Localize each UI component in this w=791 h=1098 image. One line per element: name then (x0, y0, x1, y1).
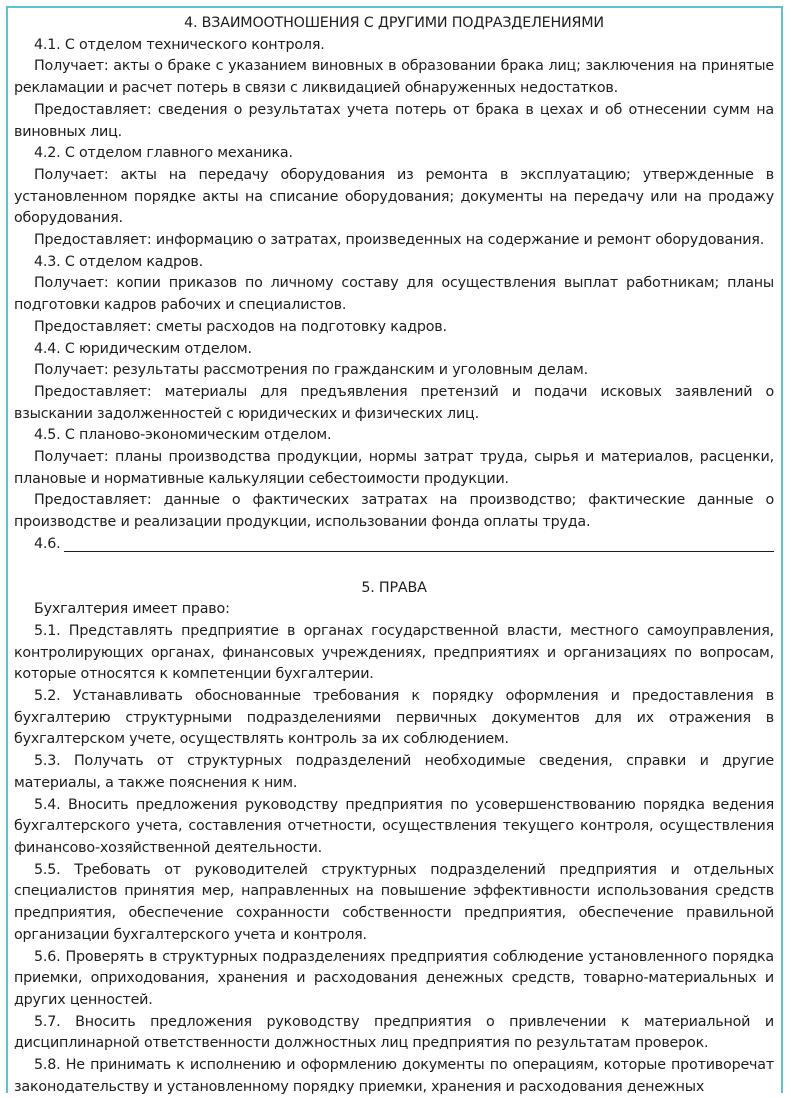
section-4-title: 4. ВЗАИМООТНОШЕНИЯ С ДРУГИМИ ПОДРАЗДЕЛЕНИЯМИ (184, 15, 604, 31)
paragraph: 5.6. Проверять в структурных подразделениях предприятия соблюдение установленного порядка приемки, оприходования, хранения и расходования денежных средств, товарно-материальных и других ценностей. (14, 948, 774, 1008)
paragraph: Получает: результаты рассмотрения по гражданским и уголовным делам. (34, 362, 588, 379)
paragraph: 5.7. Вносить предложения руководству предприятия о привлечении к материальной и дисциплинарной ответственности должностных лиц предприятия по результатам проверок. (14, 1013, 774, 1052)
paragraph: 5.5. Требовать от руководителей структурных подразделений предприятия и отдельных специалистов принятия мер, направленных на повышение эффективности использования средств предприятия, обеспечение сохранности собственности предприятия, обеспечение правильной организации бухгалтерского учета и контроля. (14, 861, 774, 943)
paragraph: Получает: планы производства продукции, нормы затрат труда, сырья и материалов, расценки, плановые и нормативные калькуляции себестоимости продукции. (14, 449, 774, 487)
fill-in-line (64, 551, 774, 552)
paragraph: 4.3. С отделом кадров. (34, 253, 203, 270)
paragraph: Бухгалтерия имеет право: (34, 601, 230, 618)
paragraph: Предоставляет: материалы для предъявления претензий и подачи исковых заявлений о взыскании задолженностей с юридических и физических лиц. (14, 383, 774, 422)
paragraph: Предоставляет: сведения о результатах учета потерь от брака в цехах и об отнесении сумм на виновных лиц. (14, 101, 774, 140)
paragraph: 5.8. Не принимать к исполнению и оформлению документы по операциям, которые противоречат законодательству и установленному порядку приемки, хранения и расходования денежных (14, 1057, 774, 1095)
paragraph: Предоставляет: информацию о затратах, произведенных на содержание и ремонт оборудования. (34, 232, 765, 249)
document-body (14, 13, 774, 1098)
paragraph: 4.4. С юридическим отделом. (34, 340, 252, 357)
paragraph: 5.4. Вносить предложения руководству предприятия по усовершенствованию порядка ведения бухгалтерского учета, составления отчетности, осуществления текущего контроля, осуществления финансово-хозяйственной деятельности. (14, 796, 774, 856)
paragraph: Получает: акты на передачу оборудования из ремонта в эксплуатацию; утвержденные в установленном порядке акты на списание оборудования; документы на передачу или на продажу оборудования. (14, 166, 774, 227)
section-5-body (14, 599, 774, 1098)
section-5-title: 5. ПРАВА (361, 579, 427, 596)
paragraph: 4.2. С отделом главного механика. (34, 145, 293, 162)
paragraph: Получает: акты о браке с указанием виновных в образовании брака лиц; заключения на принятые рекламации и расчет потерь в связи с ликвидацией обнаруженных недостатков. (14, 58, 774, 97)
blank-item-4-6 (14, 534, 774, 556)
section-gap (14, 556, 774, 578)
paragraph: 4.5. С планово-экономическим отделом. (34, 427, 332, 444)
paragraph: Получает: копии приказов по личному составу для осуществления выплат работникам; планы подготовки кадров рабочих и специалистов. (14, 275, 774, 314)
paragraph: 5.3. Получать от структурных подразделений необходимые сведения, справки и другие материалы, а также пояснения к ним. (14, 753, 774, 791)
paragraph: 5.1. Представлять предприятие в органах государственной власти, местного самоуправления, контролирующих органах, финансовых учреждениях, предприятиях и организациях по вопросам, которые относятся к компетенции бухгалтерии. (14, 622, 774, 683)
paragraph: Предоставляет: сметы расходов на подготовку кадров. (34, 318, 447, 335)
paragraph: 4.1. С отделом технического контроля. (34, 36, 325, 53)
section-4-body (14, 35, 774, 556)
paragraph: Предоставляет: данные о фактических затратах на производство; фактические данные о производстве и реализации продукции, использовании фонда оплаты труда. (14, 492, 774, 531)
blank-item-label: 4.6. (34, 535, 61, 552)
paragraph: 5.2. Устанавливать обоснованные требования к порядку оформления и предоставления в бухгалтерию структурными подразделениями первичных документов для их отражения в бухгалтерском учете, осуществлять контроль за их соблюдением. (14, 688, 774, 748)
